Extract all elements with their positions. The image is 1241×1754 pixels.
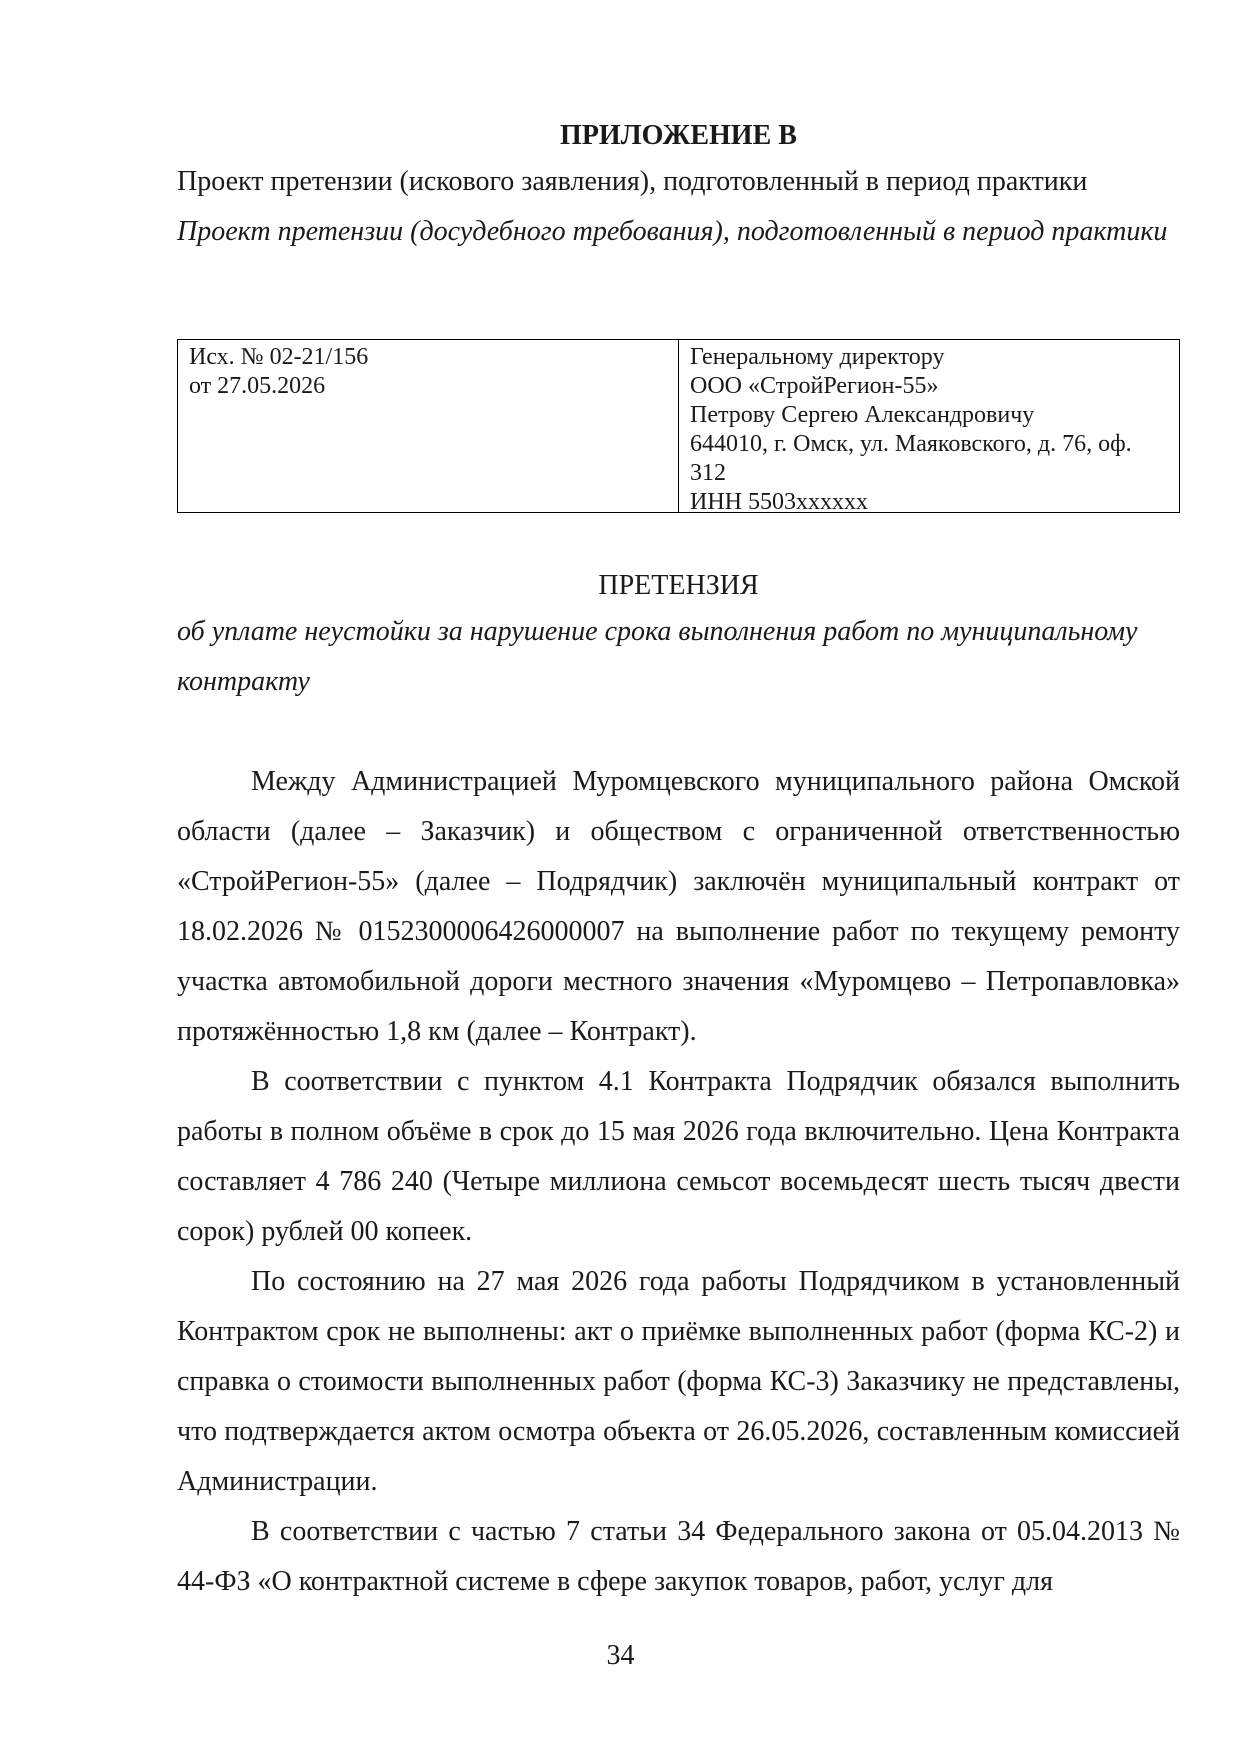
addressee-cell [679,340,1179,515]
claim-body [177,757,1180,1607]
outgoing-cell [178,340,679,512]
header-table [177,339,1180,513]
paragraph-contract: Между Администрацией Муромцевского муниципального района Омской области (далее – Заказчик) и обществом с ограниченной ответственностью «СтройРегион-55» (далее – Подрядчик) заключён муниципальный контракт от 18.02.2026 № 0152300006426000007 на выполнение работ по текущему ремонту участка автомобильной дороги местного значения «Муромцево – Петропавловка» протяжённостью 1,8 км (далее – Контракт). [177,766,1180,1047]
appendix-subtitle: Проект претензии (искового заявления), подготовленный в период практики [177,166,1088,197]
paragraph-law: В соответствии с частью 7 статьи 34 Федерального закона от 05.04.2013 № 44-ФЗ «О контрактной системе в сфере закупок товаров, работ, услуг для [177,1516,1180,1597]
addressee-inn: ИНН 5503xxxxxx [690,489,868,515]
paragraph-deadline: В соответствии с пунктом 4.1 Контракта Подрядчик обязался выполнить работы в полном объёме в срок до 15 мая 2026 года включительно. Цена Контракта составляет 4 786 240 (Четыре миллиона семьсот восемьдесят шесть тысяч двести сорок) рублей 00 копеек. [177,1066,1180,1247]
outgoing-date: от 27.05.2026 [189,373,326,399]
addressee-position: Генеральному директору [690,344,945,370]
paragraph-status: По состоянию на 27 мая 2026 года работы Подрядчиком в установленный Контрактом срок не выполнены: акт о приёмке выполненных работ (форма КС-2) и справка о стоимости выполненных работ (форма КС-3) Заказчику не представлены, что подтверждается актом осмотра объекта от 26.05.2026, составленным комиссией Администрации. [177,1266,1180,1497]
claim-title: ПРЕТЕНЗИЯ [598,570,759,601]
claim-subject: об уплате неустойки за нарушение срока выполнения работ по муниципальному контракту [177,616,1138,697]
outgoing-number: Исх. № 02-21/156 [189,344,369,370]
appendix-title: ПРИЛОЖЕНИЕ В [560,120,797,151]
addressee-address-line2: 312 [690,460,726,486]
page-number: 34 [606,1640,635,1671]
addressee-name: Петрову Сергею Александровичу [690,402,1035,428]
appendix-subtitle-italic: Проект претензии (досудебного требования), подготовленный в период практики [177,216,1168,247]
addressee-company: ООО «СтройРегион-55» [690,373,939,399]
addressee-address-line1: 644010, г. Омск, ул. Маяковского, д. 76, оф. [690,431,1132,457]
